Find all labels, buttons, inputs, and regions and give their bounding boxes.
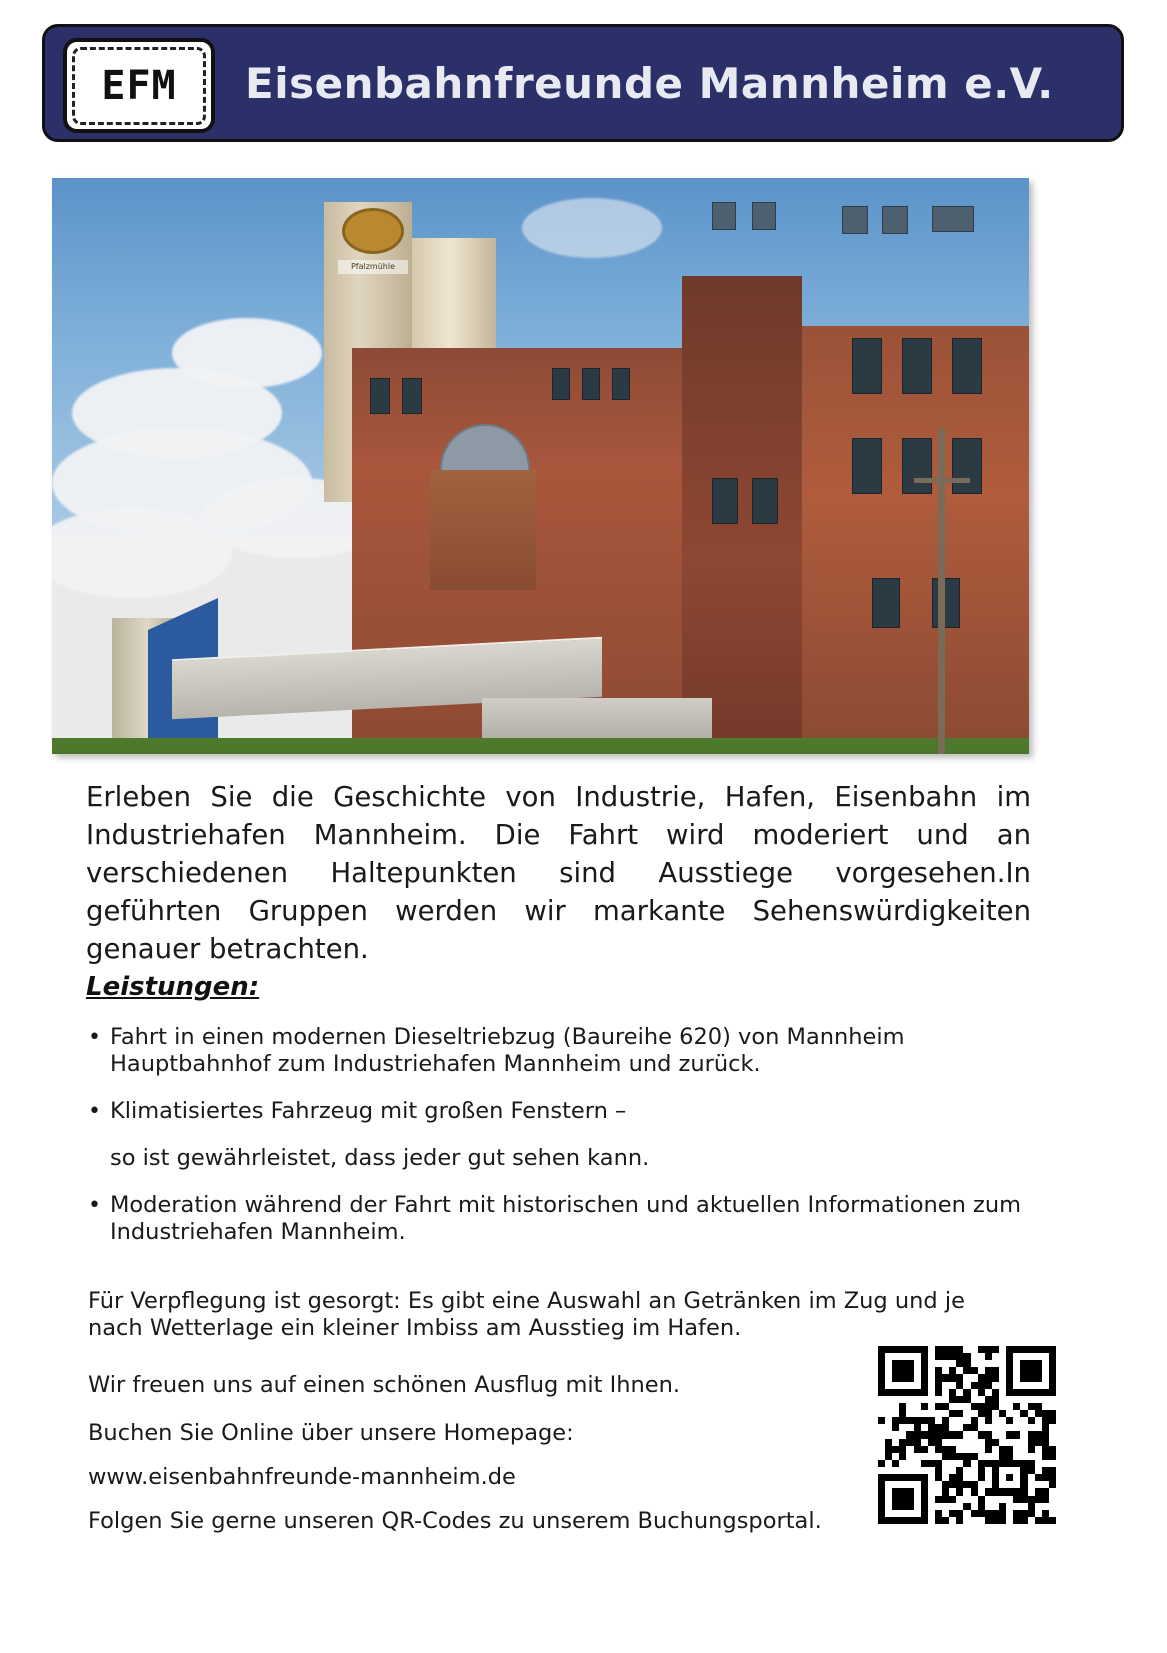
list-item-text: Klimatisiertes Fahrzeug mit großen Fenstern – bbox=[110, 1098, 627, 1124]
photo-cloud bbox=[52, 508, 232, 598]
photo-brick-building bbox=[682, 276, 802, 746]
catering-paragraph: Für Verpflegung ist gesorgt: Es gibt eine Auswahl an Getränken im Zug und je nach Wetterlage ein kleiner Imbiss am Ausstieg im Hafen. bbox=[88, 1288, 965, 1341]
photo-window bbox=[952, 438, 982, 494]
hero-photo bbox=[52, 178, 1029, 754]
qr-code-booking-portal[interactable] bbox=[872, 1340, 1062, 1530]
closing-paragraph: Wir freuen uns auf einen schönen Ausflug mit Ihnen. bbox=[88, 1372, 680, 1398]
list-item-subtext: so ist gewährleistet, dass jeder gut sehen kann. bbox=[110, 1145, 650, 1171]
intro-paragraph: Erleben Sie die Geschichte von Industrie, Hafen, Eisenbahn im Industriehafen Mannheim. Die Fahrt wird moderiert und an verschiedenen Haltepunkten sind Ausstiege vorgesehen.In geführten Gruppen werden wir markante Sehenswürdigkeiten genauer betrachten. bbox=[86, 781, 1031, 965]
photo-window bbox=[932, 578, 960, 628]
hero-photo-illustration bbox=[52, 178, 1029, 754]
logo-efm bbox=[63, 38, 215, 133]
photo-window bbox=[552, 368, 570, 400]
photo-window bbox=[582, 368, 600, 400]
booking-paragraph: Buchen Sie Online über unsere Homepage: bbox=[88, 1420, 574, 1446]
qr-hint-paragraph: Folgen Sie gerne unseren QR-Codes zu unserem Buchungsportal. bbox=[88, 1508, 822, 1534]
photo-window bbox=[902, 338, 932, 394]
photo-window bbox=[852, 338, 882, 394]
photo-window bbox=[612, 368, 630, 400]
list-item-text: Fahrt in einen modernen Dieseltriebzug (Baureihe 620) von Mannheim Hauptbahnhof zum Industriehafen Mannheim und zurück. bbox=[110, 1024, 905, 1077]
photo-catenary-arm bbox=[914, 478, 970, 483]
photo-dome-base bbox=[430, 470, 536, 590]
photo-mill-sign-label: Pfalzmühle bbox=[338, 260, 408, 274]
photo-window bbox=[932, 206, 974, 232]
services-list bbox=[86, 1024, 1026, 1266]
list-item bbox=[86, 1098, 1026, 1172]
services-heading: Leistungen: bbox=[86, 972, 260, 1002]
photo-catenary-pole bbox=[938, 428, 945, 754]
photo-window bbox=[952, 338, 982, 394]
photo-window bbox=[882, 206, 908, 234]
photo-window bbox=[852, 438, 882, 494]
photo-window bbox=[402, 378, 422, 414]
list-item bbox=[86, 1024, 1026, 1078]
photo-window bbox=[902, 438, 932, 494]
photo-window bbox=[842, 206, 868, 234]
photo-grass bbox=[52, 738, 1029, 754]
photo-cloud bbox=[522, 198, 662, 258]
photo-window bbox=[712, 478, 738, 524]
homepage-url[interactable]: www.eisenbahnfreunde-mannheim.de bbox=[88, 1464, 516, 1490]
photo-window bbox=[712, 202, 736, 230]
photo-cloud bbox=[172, 318, 322, 388]
list-item-text: Moderation während der Fahrt mit historischen und aktuellen Informationen zum Industriehafen Mannheim. bbox=[110, 1192, 1022, 1245]
photo-window bbox=[370, 378, 390, 414]
photo-window bbox=[752, 478, 778, 524]
logo-text: EFM bbox=[101, 62, 177, 109]
page-title: Eisenbahnfreunde Mannheim e.V. bbox=[245, 58, 1054, 108]
list-item bbox=[86, 1192, 1026, 1246]
photo-window bbox=[752, 202, 776, 230]
page-header bbox=[42, 24, 1124, 142]
photo-mill-logo bbox=[342, 208, 404, 254]
photo-window bbox=[872, 578, 900, 628]
logo-inner-frame bbox=[72, 47, 206, 125]
qr-code-matrix bbox=[878, 1346, 1056, 1524]
